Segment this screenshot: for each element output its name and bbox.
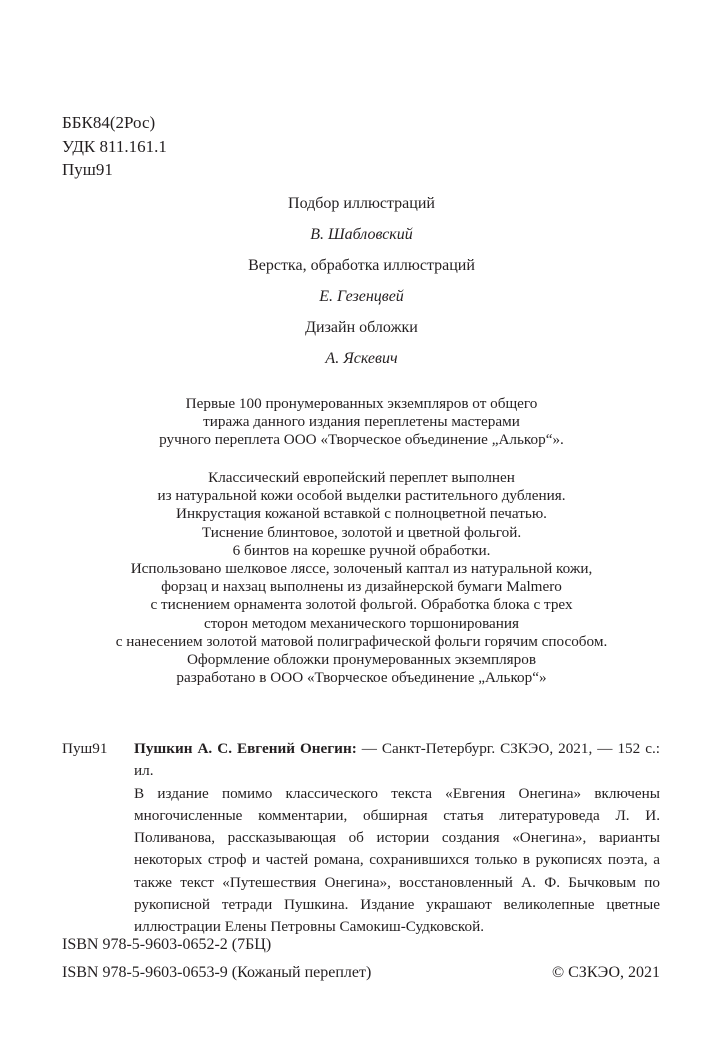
author-mark: Пуш91 [62, 160, 113, 179]
limited-edition-note [100, 395, 623, 450]
bibliographic-record [62, 738, 660, 939]
note-line: 6 бинтов на корешке ручной обработки. [232, 541, 491, 559]
copyright: © СЗКЭО, 2021 [551, 964, 660, 981]
note-line: Классический европейский переплет выполнен [208, 469, 515, 486]
note-line: разработано в ООО «Творческое объединение „Алькор“» [176, 669, 547, 687]
credit-name: А. Яскевич [325, 350, 398, 367]
note-line: Инкрустация кожаной вставкой с полноцветной печатью. [176, 505, 547, 523]
note-line: Тиснение блинтовое, золотой и цветной фольгой. [201, 523, 522, 541]
isbn: ISBN 978-5-9603-0652-2 (7БЦ) [62, 936, 272, 953]
isbn-list [62, 931, 371, 987]
note-line: Оформление обложки пронумерованных экземпляров [186, 651, 537, 669]
udk-code: УДК 811.161.1 [62, 136, 167, 156]
credits [0, 188, 723, 374]
isbn: ISBN 978-5-9603-0653-9 (Кожаный переплет) [62, 964, 372, 981]
note-line: сторон методом механического торшонирования [203, 614, 520, 632]
note-line: Использовано шелковое ляссе, золоченый каптал из натуральной кожи, [130, 560, 593, 578]
credit-name: В. Шабловский [310, 226, 413, 243]
credit-role: Верстка, обработка иллюстраций [248, 257, 475, 274]
bbk-code: ББК84(2Рос) [62, 113, 156, 132]
credit-name: Е. Гезенцвей [319, 288, 404, 305]
author-mark: Пуш91 [62, 740, 108, 757]
book-title: Пушкин А. С. Евгений Онегин: [134, 740, 357, 757]
credit-role: Подбор иллюстраций [288, 195, 435, 212]
bibliographic-heading [134, 738, 660, 783]
imprint: — Санкт-Петербург. СЗКЭО, 2021, — 152 с.: ил. [134, 740, 660, 780]
binding-description [80, 469, 643, 687]
classification-codes [62, 111, 167, 182]
note-line: из натуральной кожи особой выделки растительного дубления. [157, 487, 566, 505]
note-line: с тиснением орнамента золотой фольгой. Обработка блока с трех [150, 596, 573, 614]
note-line: форзац и нахзац выполнены из дизайнерской бумаги Malmero [161, 578, 562, 596]
note-line: ручного переплета ООО «Творческое объединение „Алькор“». [159, 431, 564, 449]
annotation: В издание помимо классического текста «Евгения Онегина» включены многочисленные комментарии, обширная статья литературоведа Л. И. Поливанова, рассказывающая об истории создания «Онегина», варианты некоторых строф и частей романа, сохранившихся только в рукописях поэта, а также текст «Путешествия Онегина», восстановленный А. Ф. Бычковым по рукописной тетради Пушкина. Издание украшают великолепные цветные иллюстрации Елены Петровны Самокиш-Судковской. [134, 784, 660, 936]
note-line: тиража данного издания переплетены мастерами [203, 413, 520, 431]
credit-role: Дизайн обложки [305, 319, 418, 336]
note-line: Первые 100 пронумерованных экземпляров от общего [185, 395, 538, 412]
note-line: с нанесением золотой матовой полиграфической фольги горячим способом. [115, 632, 608, 650]
